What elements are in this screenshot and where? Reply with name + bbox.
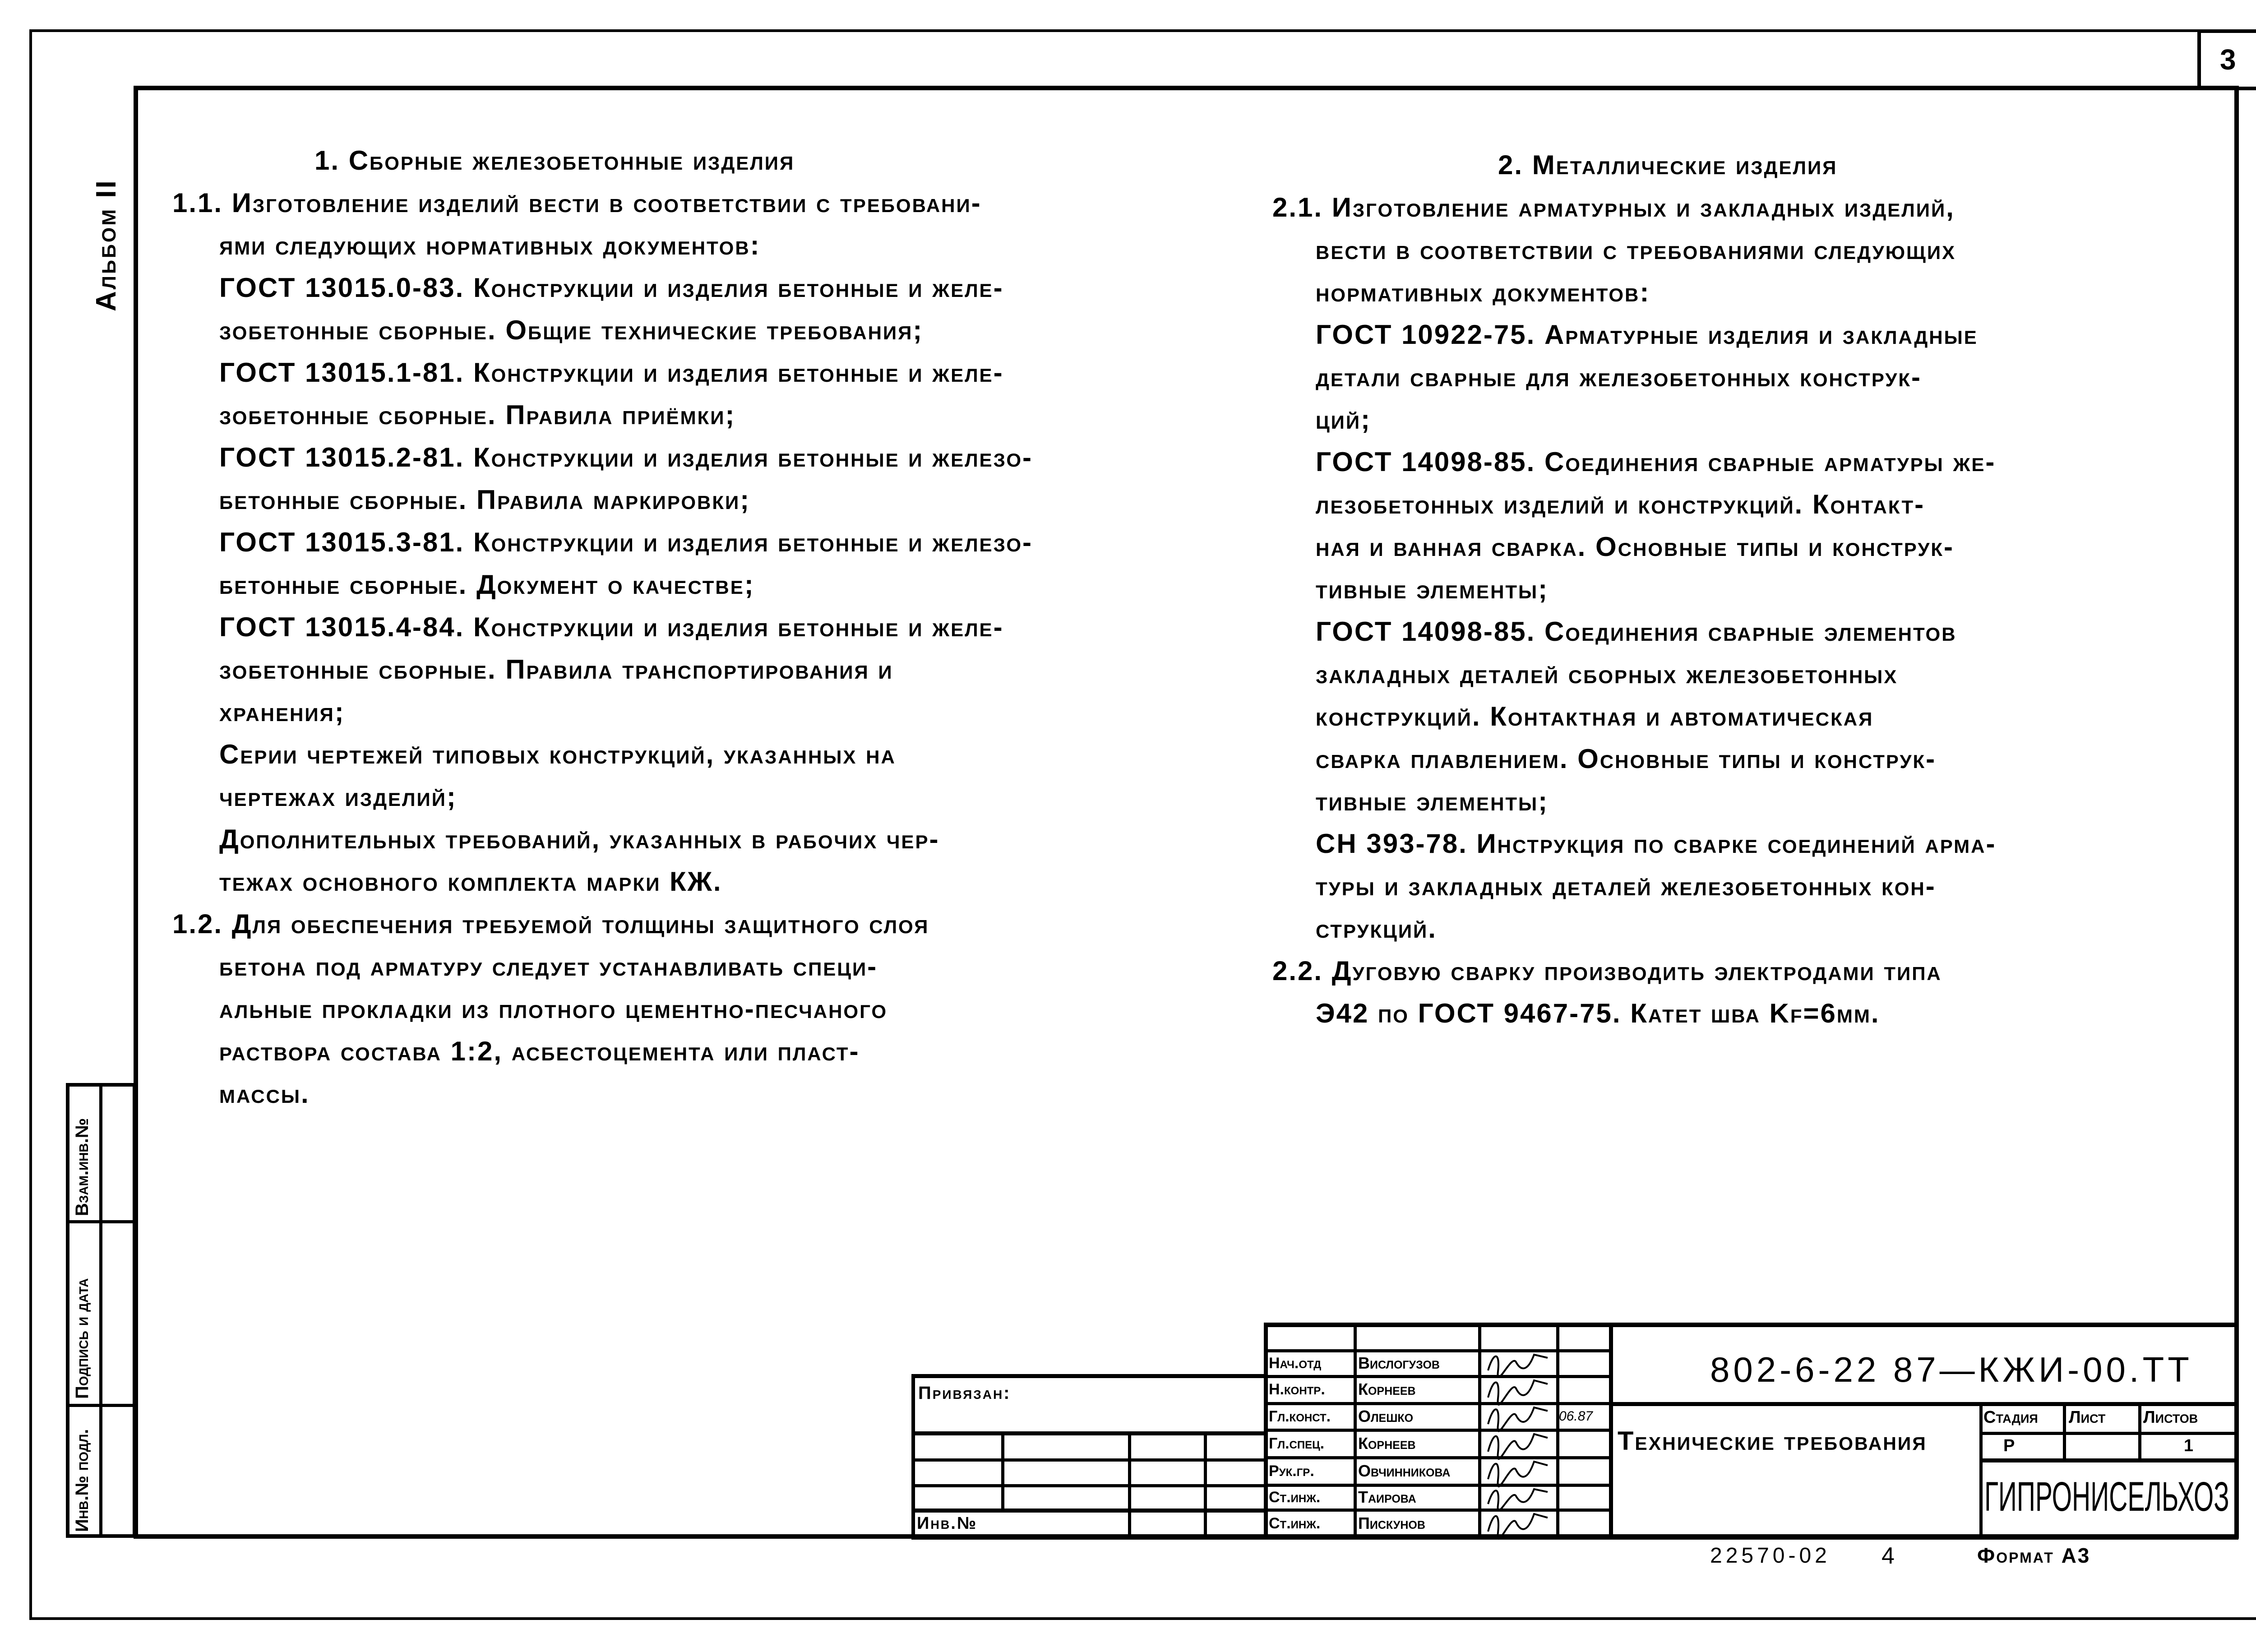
text-line: Дополнительных требований, указанных в рабочих чер- [219,824,940,854]
signatory-name: Вислогузов [1358,1353,1440,1372]
sign-row-line [1264,1509,1609,1512]
inv-original-label: Инв.№ подл. [72,1429,92,1532]
attached-left-line [911,1374,915,1537]
signatory-name: Овчинникова [1358,1461,1451,1480]
text-line: массы. [219,1078,310,1109]
organization-name: ГИПРОНИСЕЛЬХОЗ [1984,1474,2229,1520]
text-line: нормативных документов: [1316,277,1650,307]
attached-row-line [911,1458,1264,1462]
sheet-label: Лист [2069,1408,2106,1427]
attached-label: Привязан: [918,1383,1011,1403]
format-label: Формат А3 [1977,1544,2091,1567]
signatory-role: Ст.инж. [1269,1488,1321,1506]
title-block-bottom-line [911,1535,2238,1540]
text-line: раствора состава 1:2, асбестоцемента или пласт- [219,1036,860,1066]
attached-col-line [1128,1431,1131,1537]
section-heading: 2. Металлические изделия [1498,150,1838,180]
stage-value: Р [2003,1436,2015,1455]
signatory-name: Таирова [1358,1487,1416,1506]
signatory-role: Нач.отд [1269,1354,1322,1372]
text-line: бетонные сборные. Правила маркировки; [219,485,751,515]
text-line: тивные элементы; [1316,574,1549,604]
signature-mark [1484,1402,1552,1429]
album-label: Альбом II [91,179,122,311]
document-code: 802-6-22 87—КЖИ-00.ТТ [1710,1350,2193,1389]
text-line: ГОСТ 13015.2-81. Конструкции и изделия бетонные и железо- [219,442,1033,472]
text-line: тивные элементы; [1316,786,1549,816]
attached-row-line [911,1484,1264,1487]
signatory-name: Корнеев [1358,1434,1416,1453]
text-line: Серии чертежей типовых конструкций, указанных на [219,739,896,769]
text-line: зобетонные сборные. Правила транспортирования и [219,654,893,685]
text-line: 1.2. Для обеспечения требуемой толщины защитного слоя [172,909,929,939]
sign-row-line [1264,1456,1609,1459]
sign-row-line [1264,1429,1609,1432]
text-line: туры и закладных деталей железобетонных кон- [1316,871,1936,901]
section-heading: 1. Сборные железобетонные изделия [314,145,795,176]
sheet-number: 3 [2220,43,2238,76]
text-line: хранения; [219,697,345,727]
attached-top-line [911,1374,1264,1378]
text-line: конструкций. Контактная и автоматическая [1316,701,1874,731]
sign-col-line [1609,1323,1613,1537]
signatory-role: Гл.конст. [1269,1407,1331,1425]
archive-number: 22570-02 [1710,1544,1831,1568]
stage-block-left [1979,1402,1983,1537]
text-line: альные прокладки из плотного цементно-песчаного [219,994,888,1024]
text-line: СН 393-78. Инструкция по сварке соединений арма- [1316,828,1997,859]
signatory-date: 06.87 [1559,1408,1593,1424]
signatory-name: Олешко [1358,1407,1414,1425]
inv-number-label: Инв.№ [917,1514,978,1533]
side-stamp-row-line [66,1220,136,1223]
text-line: 1.1. Изготовление изделий вести в соответствии с требовани- [172,188,982,218]
text-line: Э42 по ГОСТ 9467-75. Катет шва Kf=6мм. [1316,998,1880,1028]
text-line: 2.1. Изготовление арматурных и закладных изделий, [1272,192,1955,222]
text-line: бетонные сборные. Документ о качестве; [219,569,755,600]
signature-mark [1484,1375,1552,1402]
signatory-role: Н.контр. [1269,1381,1325,1398]
side-stamp-divider [99,1083,102,1538]
sign-row-line [1264,1484,1609,1487]
attached-col-line [1204,1431,1207,1537]
sign-row-line [1264,1402,1609,1405]
text-line: ГОСТ 13015.4-84. Конструкции и изделия бетонные и желе- [219,612,1004,642]
text-line: тежах основного комплекта марки КЖ. [219,866,722,897]
signature-mark [1484,1509,1552,1536]
text-line: ций; [1316,404,1372,435]
signatory-role: Рук.гр. [1269,1462,1314,1480]
sheets-value: 1 [2184,1436,2194,1455]
text-line: чертежах изделий; [219,782,457,812]
stage-col-line [2138,1402,2141,1459]
title-block-top-line [1264,1323,2238,1327]
text-line: 2.2. Дуговую сварку производить электродами типа [1272,956,1942,986]
text-line: ГОСТ 14098-85. Соединения сварные элементов [1316,616,1957,647]
sheets-label: Листов [2143,1408,2198,1427]
text-line: лезобетонных изделий и конструкций. Контакт- [1316,489,1925,519]
text-line: зобетонные сборные. Правила приёмки; [219,400,736,430]
signature-mark [1484,1349,1552,1375]
text-line: вести в соответствии с требованиями следующих [1316,235,1956,265]
text-line: ная и ванная сварка. Основные типы и конструк- [1316,532,1954,562]
signatory-name: Пискунов [1358,1513,1425,1532]
stage-row-line [1979,1458,2238,1462]
signatory-name: Корнеев [1358,1380,1416,1398]
text-line: ГОСТ 13015.1-81. Конструкции и изделия бетонные и желе- [219,357,1004,388]
text-line: ГОСТ 13015.0-83. Конструкции и изделия бетонные и желе- [219,273,1004,303]
text-line: зобетонные сборные. Общие технические требования; [219,315,924,345]
replaced-inv-label: Взам.инв.№ [72,1118,92,1216]
page-mark: 4 [1882,1543,1896,1569]
document-title: Технические требования [1618,1426,1927,1456]
text-line: ГОСТ 13015.3-81. Конструкции и изделия бетонные и железо- [219,527,1033,557]
text-line: бетона под арматуру следует устанавливать специ- [219,951,878,981]
signature-mark [1484,1484,1552,1509]
text-line: ГОСТ 14098-85. Соединения сварные арматуры же- [1316,447,1996,477]
attached-row-line [911,1431,1264,1435]
signature-mark [1484,1456,1552,1484]
side-stamp-row-line [66,1404,136,1407]
signature-mark [1484,1429,1552,1456]
text-line: ГОСТ 10922-75. Арматурные изделия и закладные [1316,319,1978,350]
signature-date-label: Подпись и дата [72,1278,92,1399]
signatory-role: Ст.инж. [1269,1514,1321,1532]
text-line: закладных деталей сборных железобетонных [1316,659,1898,689]
code-bottom-line [1609,1402,2238,1406]
text-line: струкций. [1316,913,1437,944]
stage-col-line [2063,1402,2066,1459]
text-line: детали сварные для железобетонных конструк- [1316,362,1922,392]
sign-row-line [1264,1349,1609,1352]
sign-row-line [1264,1375,1609,1378]
stage-label: Стадия [1983,1408,2038,1427]
inner-frame [134,86,2239,1539]
signatory-role: Гл.спец. [1269,1435,1325,1452]
text-line: сварка плавлением. Основные типы и конструк- [1316,744,1937,774]
text-line: ями следующих нормативных документов: [219,230,761,260]
attached-col-line [1001,1431,1004,1509]
stage-row-line [1979,1432,2238,1435]
attached-row-line [911,1509,1264,1513]
